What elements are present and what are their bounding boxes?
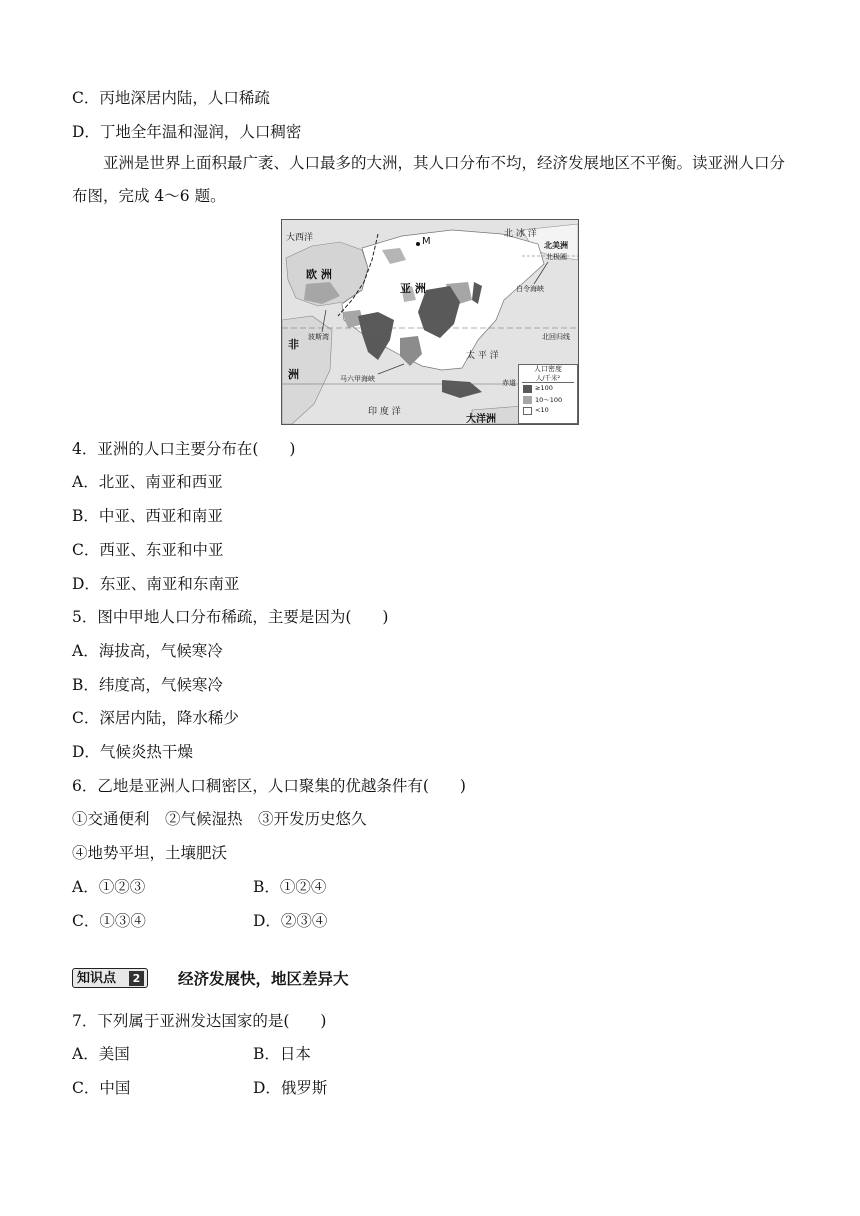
knowledge-point-title: 经济发展快，地区差异大 — [178, 970, 349, 988]
label-m-point: M — [422, 236, 431, 247]
label-europe: 欧 洲 — [306, 268, 332, 281]
q4-option-a: A．北亚、南亚和西亚 — [72, 473, 223, 491]
q6-stem: 6．乙地是亚洲人口稠密区，人口聚集的优越条件有( ) — [72, 777, 466, 795]
q5-option-c: C．深居内陆，降水稀少 — [72, 709, 239, 727]
q4-option-b: B．中亚、西亚和南亚 — [72, 507, 223, 525]
label-tropic-cancer: 北回归线 — [542, 333, 570, 341]
q7-option-d: D．俄罗斯 — [253, 1079, 328, 1097]
q4-option-d: D．东亚、南亚和东南亚 — [72, 575, 240, 593]
intro-text: 亚洲是世界上面积最广袤、人口最多的大洲，其人口分布不均，经济发展地区不平衡。读亚洲人口分布图，完成 4～6 题。 — [72, 154, 786, 205]
legend-swatch-low — [523, 407, 532, 415]
option-d-previous: D．丁地全年温和湿润，人口稠密 — [72, 123, 302, 141]
label-arctic-circle: 北极圈 — [546, 253, 567, 261]
legend-low: <10 — [535, 406, 549, 414]
label-persian-gulf: 波斯湾 — [308, 333, 329, 341]
label-malacca-strait: 马六甲海峡 — [340, 375, 375, 383]
label-pacific: 太 平 洋 — [466, 351, 499, 361]
q6-conditions-line-2: ④地势平坦，土壤肥沃 — [72, 844, 228, 862]
asia-population-map — [281, 219, 579, 425]
label-asia: 亚 洲 — [400, 282, 426, 295]
q5-option-a: A．海拔高，气候寒冷 — [72, 642, 223, 660]
q6-option-c: C．①③④ — [72, 912, 146, 930]
label-north-america: 北美洲 — [544, 241, 568, 250]
q7-option-c: C．中国 — [72, 1079, 131, 1097]
map-legend — [518, 364, 578, 424]
label-africa-1: 非 — [288, 338, 299, 351]
knowledge-point-badge — [72, 968, 148, 988]
q6-option-a: A．①②③ — [72, 878, 146, 896]
label-atlantic: 大西洋 — [286, 233, 314, 243]
q5-stem: 5．图中甲地人口分布稀疏，主要是因为( ) — [72, 608, 389, 626]
label-bering-strait: 白令海峡 — [516, 285, 544, 293]
legend-mid: 10～100 — [535, 396, 563, 404]
legend-high: ≥100 — [535, 384, 553, 392]
label-equator: 赤道 — [502, 379, 516, 387]
q6-option-d: D．②③④ — [253, 912, 328, 930]
option-c-previous: C．丙地深居内陆，人口稀疏 — [72, 89, 270, 107]
q6-conditions-line-1: ①交通便利 ②气候湿热 ③开发历史悠久 — [72, 810, 367, 828]
label-africa-2: 洲 — [288, 368, 299, 381]
q5-option-b: B．纬度高，气候寒冷 — [72, 676, 223, 694]
label-arctic-ocean: 北 冰 洋 — [504, 229, 537, 239]
q5-option-d: D．气候炎热干燥 — [72, 743, 193, 761]
q7-stem: 7．下列属于亚洲发达国家的是( ) — [72, 1012, 327, 1030]
label-indian-ocean: 印 度 洋 — [368, 407, 401, 417]
q4-option-c: C．西亚、东亚和中亚 — [72, 541, 224, 559]
label-oceania: 大洋洲 — [466, 414, 496, 425]
q6-option-b: B．①②④ — [253, 878, 327, 896]
legend-unit: 人/千米² — [522, 374, 574, 383]
intro-paragraph — [72, 147, 792, 213]
legend-swatch-mid — [523, 396, 532, 404]
legend-title: 人口密度 — [534, 365, 562, 373]
q7-option-b: B．日本 — [253, 1045, 311, 1063]
legend-swatch-high — [523, 385, 532, 393]
knowledge-point-badge-text: 知识点 — [77, 971, 117, 986]
knowledge-point-number: 2 — [129, 971, 144, 986]
q7-option-a: A．美国 — [72, 1045, 130, 1063]
q4-stem: 4．亚洲的人口主要分布在( ) — [72, 440, 296, 458]
